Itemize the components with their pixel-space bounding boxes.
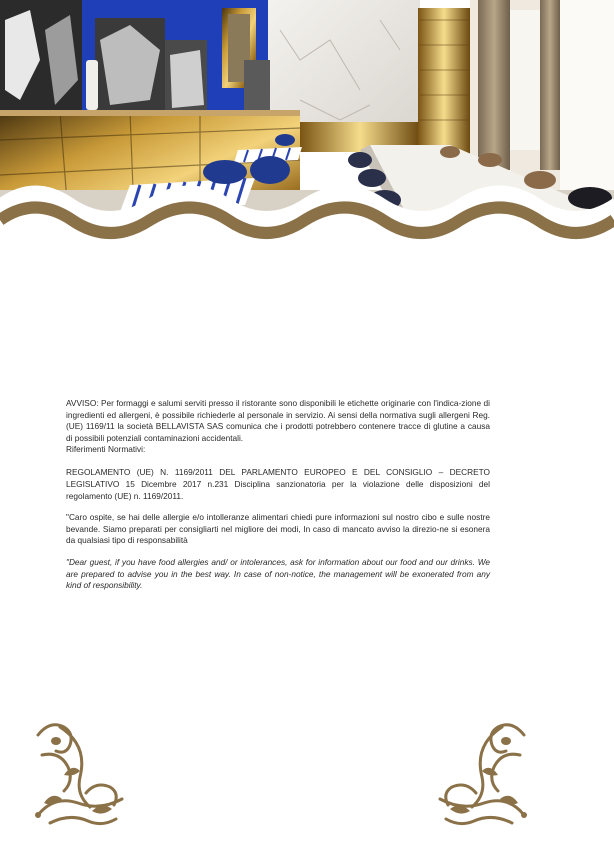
baroque-scroll-icon [30,715,130,830]
hero-photo [0,0,614,260]
regolamento-paragraph: REGOLAMENTO (UE) N. 1169/2011 DEL PARLAMENTO EUROPEO E DEL CONSIGLIO – DECRETO LEGISLATIVO 15 Dicembre 2017 n.231 Disciplina sanzionatoria per la violazione delle disposizioni del regolamento (UE) n. 1169/2011. [66,467,490,501]
avviso-paragraph: AVVISO: Per formaggi e salumi serviti presso il ristorante sono disponibili le etichette originarie con l'indica-zione di ingredienti ed allergeni, è possibile richiederle al personale in servizio. Ai sensi della normativa sugli allergeni Reg. (UE) 1169/11 la società BELLAVISTA SAS comunica che i prodotti potrebbero contenere tracce di glutine a causa di possibili potenziali contaminazioni accidentali. [66,398,490,443]
allergen-notice [66,398,490,592]
restaurant-interior-illustration [0,0,614,260]
caro-ospite-paragraph: "Caro ospite, se hai delle allergie e/o intolleranze alimentari chiedi pure informazioni sul nostro cibo e sulle nostre bevande. Siamo preparati per consigliarti nel migliore dei modi, In caso di mancato avviso la direzio-ne si esonera da qualsiasi tipo di responsabilità [66,512,490,546]
dear-guest-paragraph: "Dear guest, if you have food allergies and/ or intolerances, ask for information about our food and our drinks. We are prepared to advise you in the best way. In case of non-notice, the management will be exonerated from any kind of responsibility. [66,557,490,591]
baroque-scroll-icon [432,715,532,830]
riferimenti-label: Riferimenti Normativi: [66,444,146,455]
